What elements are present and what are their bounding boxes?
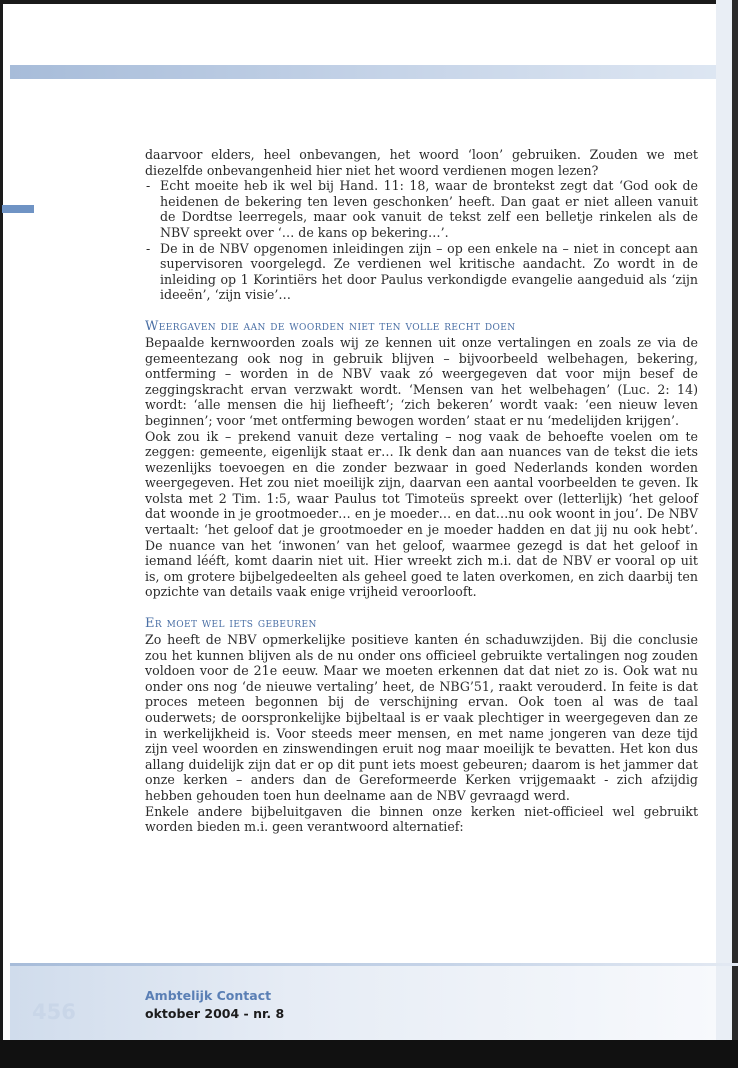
bullet-item (145, 178, 698, 240)
section2-paragraph-2: Enkele andere bijbeluitgaven die binnen onze kerken niet-officieel wel gebruikt worden bieden m.i. geen verantwoord alternatief: (145, 803, 698, 835)
header-band (10, 65, 716, 79)
scan-edge-bottom (0, 1040, 738, 1068)
page-number: 456 (32, 1000, 76, 1024)
scan-edge-right (732, 0, 738, 1068)
bullet-text: De in de NBV opgenomen inleidingen zijn – op een enkele na – niet in concept aan supervisoren voorgelegd. Ze verdienen wel kritische aandacht. Zo wordt in de inleiding op 1 Korintiërs het door Paulus verkondigde evangelie aangeduid als ‘zijn ideeën’, ‘zijn visie’… (160, 240, 698, 303)
article-body (145, 147, 698, 835)
scan-edge-top (0, 0, 738, 4)
section2-paragraph-1: Zo heeft de NBV opmerkelijke positieve kanten én schaduwzijden. Bij die conclusie zou het kunnen blijven als de nu onder ons officieel gebruikte vertalingen nog zouden voldoen voor de 21e eeuw. Maar we moeten erkennen dat dat niet zo is. Ook wat nu onder ons nog ‘de nieuwe vertaling’ heet, de NBG’51, raakt verouderd. In feite is dat proces meteen begonnen bij de verschijning ervan. Ook toen al was de taal ouderwets; de oorspronkelijke bijbeltaal is er vaak plechtiger in weergegeven dan ze in werkelijkheid is. Voor steeds meer mensen, en met name jongeren van deze tijd zijn veel woorden en zinswendingen eruit nog maar moeilijk te bevatten. Het kon dus allang duidelijk zijn dat er op dit punt iets moest gebeuren; daarom is het jammer dat onze kerken – anders dan de Gereformeerde Kerken vrijgemaakt - zich afzijdig hebben gehouden toen hun deelname aan de NBV gevraagd werd. (145, 632, 698, 803)
bullet-text: Echt moeite heb ik wel bij Hand. 11: 18, waar de brontekst zegt dat ‘God ook de heidenen de bekering ten leven geschonken’ heeft. Dan gaat er niet alleen vanuit de Dordtse leerregels, maar ook vanuit de tekst zelf een belletje rinkelen als de NBV spreekt over ‘… de kans op bekering…’. (160, 178, 698, 240)
intro-continuation: daarvoor elders, heel onbevangen, het woord ‘loon’ gebruiken. Zouden we met diezelfde onbevangenheid hier niet het woord verdienen mogen lezen? (145, 147, 698, 178)
bullet-dash: - (146, 178, 151, 194)
bullet-item (145, 241, 698, 303)
scan-edge-left (0, 0, 3, 1040)
section1-paragraph-1: Bepaalde kernwoorden zoals wij ze kennen uit onze vertalingen en zoals ze via de gemeentezang ook nog in gebruik blijven – bijvoorbeeld welbehagen, bekering, ontferming – worden in de NBV vaak zó weergegeven dat voor mijn besef de zeggingskracht ervan verzwakt wordt. ‘Mensen van het welbehagen’ (Luc. 2: 14) wordt: ‘alle mensen die hij liefheeft’; ‘zich bekeren’ wordt vaak: ‘een nieuw leven beginnen’; voor ‘met ontferming bewogen worden’ staat er nu ‘medelijden krijgen’. (145, 334, 698, 428)
section1-paragraph-2: Ook zou ik – prekend vanuit deze vertaling – nog vaak de behoefte voelen om te zeggen: gemeente, eigenlijk staat er… Ik denk dan aan nuances van de tekst die iets wezenlijks toevoegen en die zonder bezwaar in goed Nederlands konden worden weergegeven. Het zou niet moeilijk zijn, daarvan een aantal voorbeelden te geven. Ik volsta met 2 Tim. 1:5, waar Paulus tot Timoteüs spreekt over (letterlijk) ‘het geloof dat woonde in je grootmoeder… en je moeder… en dat…nu ook woont in jou’. De NBV vertaalt: ‘het geloof dat je grootmoeder en je moeder hadden en dat jij nu ook hebt’. De nuance van het ‘inwonen’ van het geloof, waarmee gezegd is dat het geloof in iemand lééft, komt daarin niet uit. Hier wreekt zich m.i. dat de NBV er vooral op uit is, om grotere bijbelgedeelten als geheel goed te laten overkomen, en zich daarbij ten opzichte van details vaak enige vrijheid veroorlooft. (145, 428, 698, 600)
scan-margin-right (716, 0, 732, 1068)
margin-marker (2, 205, 34, 213)
footer-band (10, 966, 716, 1040)
section-heading-weergaven: Weergaven die aan de woorden niet ten volle recht doen (145, 318, 516, 334)
issue-info: oktober 2004 - nr. 8 (145, 1006, 285, 1021)
bullet-dash: - (146, 240, 151, 256)
section-heading-er-moet: Er moet wel iets gebeuren (145, 616, 317, 632)
publication-title: Ambtelijk Contact (145, 988, 272, 1003)
